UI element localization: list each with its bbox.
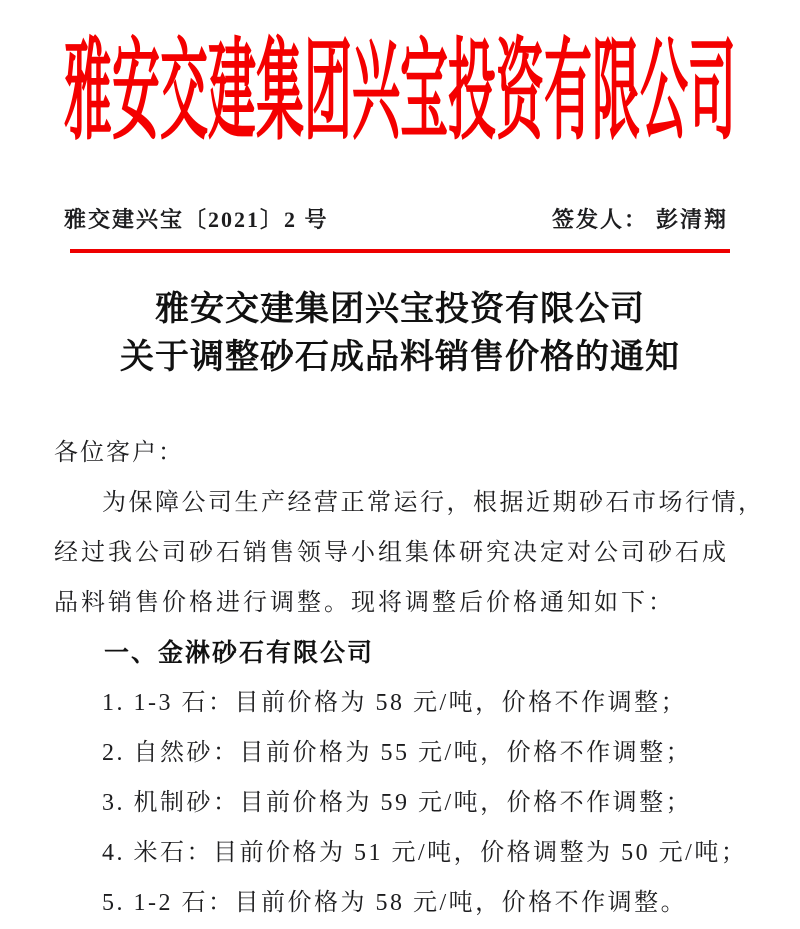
document-number-row bbox=[64, 205, 736, 235]
document-title bbox=[0, 286, 800, 382]
price-item: 3. 机制砂：目前价格为 59 元/吨，价格不作调整； bbox=[102, 790, 693, 816]
price-item: 5. 1-2 石：目前价格为 58 元/吨，价格不作调整。 bbox=[102, 890, 688, 916]
salutation: 各位客户： bbox=[54, 440, 184, 466]
document-title-line2: 关于调整砂石成品料销售价格的通知 bbox=[120, 339, 680, 376]
price-item: 1. 1-3 石：目前价格为 58 元/吨，价格不作调整； bbox=[102, 690, 688, 716]
paragraph-line: 为保障公司生产经营正常运行，根据近期砂石市场行情， bbox=[102, 490, 765, 516]
paragraph-line: 品料销售价格进行调整。现将调整后价格通知如下： bbox=[54, 590, 675, 616]
price-item: 4. 米石：目前价格为 51 元/吨，价格调整为 50 元/吨； bbox=[102, 840, 748, 866]
issuer bbox=[552, 205, 736, 235]
letterhead-company-name: 雅安交建集团兴宝投资有限公司 bbox=[63, 32, 736, 155]
issuer-name: 彭清翔 bbox=[655, 207, 728, 232]
price-item: 2. 自然砂：目前价格为 55 元/吨，价格不作调整； bbox=[102, 740, 693, 766]
document-body bbox=[54, 428, 765, 928]
red-divider-rule bbox=[70, 249, 730, 253]
document-title-line1: 雅安交建集团兴宝投资有限公司 bbox=[155, 291, 645, 328]
issuer-label: 签发人： bbox=[551, 207, 648, 232]
section-heading: 一、金淋砂石有限公司 bbox=[104, 639, 375, 667]
letterhead-banner bbox=[0, 30, 800, 175]
document-number: 雅交建兴宝〔2021〕2 号 bbox=[64, 207, 329, 232]
paragraph-line: 经过我公司砂石销售领导小组集体研究决定对公司砂石成 bbox=[54, 540, 729, 566]
